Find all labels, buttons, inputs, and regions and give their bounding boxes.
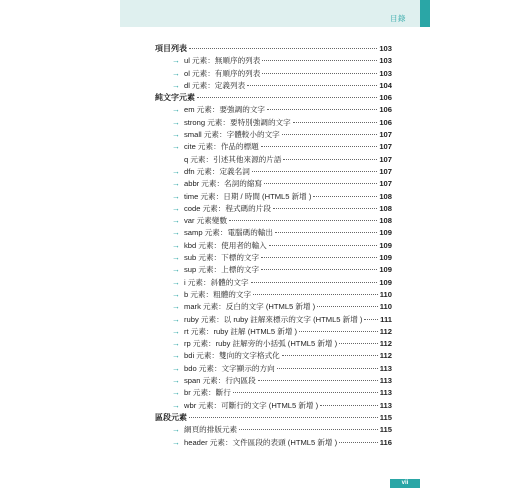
toc-entry[interactable] <box>155 289 392 301</box>
toc-entry-label: dl 元素：定義列表 <box>184 80 246 90</box>
arrow-right-icon: → <box>172 68 180 78</box>
toc-entry-page: 109 <box>379 228 392 238</box>
toc-entry-page: 113 <box>379 376 392 386</box>
toc-entry[interactable] <box>155 104 392 116</box>
arrow-right-icon: → <box>172 240 180 250</box>
dot-leader <box>189 417 378 418</box>
toc-entry-label: b 元素：粗體的文字 <box>184 289 252 299</box>
dot-leader <box>269 245 378 246</box>
arrow-right-icon: → <box>172 203 180 213</box>
arrow-right-icon: → <box>172 216 180 226</box>
toc-entry-label: ol 元素：有順序的列表 <box>184 68 261 78</box>
toc-entry[interactable] <box>155 375 392 387</box>
table-of-contents <box>155 43 392 449</box>
toc-entry[interactable] <box>155 252 392 264</box>
arrow-right-icon: → <box>172 166 180 176</box>
toc-entry-page: 109 <box>379 277 392 287</box>
toc-entry-page: 112 <box>379 326 392 336</box>
dot-leader <box>273 208 377 209</box>
toc-entry-label: rp 元素：ruby 註解旁的小括弧 (HTML5 新增 ) <box>184 339 338 349</box>
toc-entry-page: 113 <box>379 400 392 410</box>
toc-entry[interactable] <box>155 141 392 153</box>
arrow-right-icon: → <box>172 80 180 90</box>
toc-entry-label: rt 元素：ruby 註解 (HTML5 新增 ) <box>184 326 298 336</box>
arrow-right-icon: → <box>172 253 180 263</box>
toc-entry[interactable] <box>155 215 392 227</box>
toc-entry-page: 113 <box>379 363 392 373</box>
toc-entry-page: 106 <box>379 93 392 103</box>
arrow-right-icon: → <box>172 117 180 127</box>
dot-leader <box>262 73 377 74</box>
toc-entry-page: 107 <box>379 142 392 152</box>
arrow-right-icon: → <box>172 277 180 287</box>
toc-entry-label: i 元素：斜體的文字 <box>184 277 249 287</box>
dot-leader <box>299 331 378 332</box>
toc-entry-label: bdi 元素：雙向的文字格式化 <box>184 351 280 361</box>
toc-entry[interactable] <box>155 203 392 215</box>
arrow-right-icon: → <box>172 142 180 152</box>
arrow-right-icon: → <box>172 326 180 336</box>
toc-section[interactable] <box>155 412 392 424</box>
toc-entry-page: 108 <box>379 203 392 213</box>
arrow-right-icon: → <box>172 191 180 201</box>
toc-entry[interactable] <box>155 277 392 289</box>
toc-entry-label: time 元素：日期 / 時間 (HTML5 新增 ) <box>184 191 312 201</box>
toc-entry[interactable] <box>155 227 392 239</box>
toc-entry[interactable] <box>155 301 392 313</box>
toc-entry-label: abbr 元素：名詞的縮寫 <box>184 179 263 189</box>
dot-leader <box>339 343 378 344</box>
toc-entry-label: ul 元素：無順序的列表 <box>184 56 261 66</box>
toc-entry-label: br 元素：斷行 <box>184 388 231 398</box>
toc-entry-page: 103 <box>379 68 392 78</box>
toc-entry[interactable] <box>155 326 392 338</box>
toc-entry[interactable] <box>155 363 392 375</box>
toc-entry[interactable] <box>155 437 392 449</box>
toc-entry-label: 項目列表 <box>155 44 187 53</box>
toc-entry-page: 107 <box>379 166 392 176</box>
toc-entry-page: 116 <box>379 437 392 447</box>
toc-entry-page: 107 <box>379 130 392 140</box>
toc-entry-label: 純文字元素 <box>155 93 195 103</box>
dot-leader <box>264 183 377 184</box>
toc-entry-label: mark 元素：反白的文字 (HTML5 新增 ) <box>184 302 316 312</box>
toc-entry-label: span 元素：行內區段 <box>184 376 256 386</box>
toc-entry[interactable] <box>155 240 392 252</box>
toc-entry-page: 106 <box>379 117 392 127</box>
arrow-right-icon: → <box>172 400 180 410</box>
dot-leader <box>282 134 378 135</box>
dot-leader <box>251 282 378 283</box>
toc-entry-label: 網頁的排版元素 <box>184 425 238 435</box>
arrow-right-icon: → <box>172 339 180 349</box>
toc-entry[interactable] <box>155 400 392 412</box>
arrow-right-icon: → <box>172 351 180 361</box>
dot-leader <box>247 85 377 86</box>
toc-entry-page: 109 <box>379 240 392 250</box>
header-band <box>120 0 420 27</box>
toc-entry[interactable] <box>155 424 392 436</box>
dot-leader <box>197 97 377 98</box>
toc-entry-label: header 元素：文件區段的表頭 (HTML5 新增 ) <box>184 437 338 447</box>
dot-leader <box>283 159 377 160</box>
toc-entry-page: 108 <box>379 216 392 226</box>
arrow-right-icon: → <box>172 289 180 299</box>
toc-entry-page: 109 <box>379 253 392 263</box>
toc-entry-label: var 元素變數 <box>184 216 228 226</box>
arrow-right-icon: → <box>172 388 180 398</box>
toc-entry-label: em 元素：要強調的文字 <box>184 105 266 115</box>
toc-entry-page: 106 <box>379 105 392 115</box>
toc-entry-page: 115 <box>379 412 392 422</box>
toc-entry[interactable] <box>155 117 392 129</box>
toc-entry-label: sup 元素：上標的文字 <box>184 265 260 275</box>
toc-entry[interactable] <box>155 314 392 326</box>
arrow-right-icon: → <box>172 314 180 324</box>
dot-leader <box>252 171 378 172</box>
dot-leader <box>261 269 377 270</box>
dot-leader <box>261 257 377 258</box>
toc-entry-page: 107 <box>379 179 392 189</box>
toc-entry-label: bdo 元素：文字顯示的方向 <box>184 363 275 373</box>
toc-entry-page: 108 <box>379 191 392 201</box>
dot-leader <box>233 392 378 393</box>
toc-entry-label: small 元素：字體較小的文字 <box>184 130 280 140</box>
arrow-right-icon: → <box>172 105 180 115</box>
toc-entry-page: 112 <box>379 339 392 349</box>
toc-entry-page: 110 <box>379 289 392 299</box>
toc-entry[interactable] <box>155 166 392 178</box>
toc-entry-label: samp 元素：電腦碼的輸出 <box>184 228 274 238</box>
toc-entry-label: q 元素：引述其他來源的片語 <box>184 154 282 164</box>
page-number-badge: vii <box>390 479 420 488</box>
toc-entry-page: 109 <box>379 265 392 275</box>
dot-leader <box>320 405 378 406</box>
toc-entry-label: ruby 元素：以 ruby 註解來標示的文字 (HTML5 新增 ) <box>184 314 363 324</box>
dot-leader <box>258 380 378 381</box>
toc-section[interactable] <box>155 43 392 55</box>
toc-entry-page: 103 <box>379 44 392 53</box>
toc-entry[interactable] <box>155 154 392 166</box>
toc-entry[interactable] <box>155 191 392 203</box>
dot-leader <box>267 109 377 110</box>
arrow-right-icon: → <box>172 265 180 275</box>
toc-entry[interactable] <box>155 350 392 362</box>
dot-leader <box>293 122 378 123</box>
dot-leader <box>261 146 378 147</box>
dot-leader <box>317 306 378 307</box>
dot-leader <box>282 355 378 356</box>
arrow-right-icon: → <box>172 56 180 66</box>
toc-entry-page: 107 <box>379 154 392 164</box>
arrow-right-icon: → <box>172 302 180 312</box>
dot-leader <box>239 429 378 430</box>
arrow-right-icon: → <box>172 228 180 238</box>
dot-leader <box>364 319 378 320</box>
arrow-right-icon: → <box>172 363 180 373</box>
arrow-right-icon: → <box>172 425 180 435</box>
toc-entry[interactable] <box>155 264 392 276</box>
toc-entry-label: kbd 元素：使用者的輸入 <box>184 240 267 250</box>
dot-leader <box>189 48 377 49</box>
toc-entry-page: 110 <box>379 302 392 312</box>
dot-leader <box>313 196 377 197</box>
toc-entry[interactable] <box>155 68 392 80</box>
dot-leader <box>339 442 378 443</box>
toc-entry-label: cite 元素：作品的標題 <box>184 142 259 152</box>
toc-entry[interactable] <box>155 55 392 67</box>
dot-leader <box>275 232 377 233</box>
toc-entry[interactable] <box>155 129 392 141</box>
toc-entry-page: 103 <box>379 56 392 66</box>
arrow-right-icon: → <box>172 376 180 386</box>
arrow-right-icon: → <box>172 179 180 189</box>
page-title: 目錄 <box>390 14 406 23</box>
toc-entry-label: wbr 元素：可斷行的文字 (HTML5 新增 ) <box>184 400 319 410</box>
toc-entry[interactable] <box>155 338 392 350</box>
toc-entry-page: 112 <box>379 351 392 361</box>
toc-entry[interactable] <box>155 387 392 399</box>
toc-entry[interactable] <box>155 178 392 190</box>
toc-entry-page: 113 <box>379 388 392 398</box>
dot-leader <box>229 220 377 221</box>
dot-leader <box>277 368 378 369</box>
toc-entry-label: code 元素：程式碼的片段 <box>184 203 271 213</box>
header-tab <box>420 0 430 27</box>
arrow-right-icon: → <box>172 130 180 140</box>
arrow-right-icon: → <box>172 437 180 447</box>
toc-entry-label: 區段元素 <box>155 412 187 422</box>
toc-entry-page: 115 <box>379 425 392 435</box>
toc-entry[interactable] <box>155 80 392 92</box>
dot-leader <box>253 294 378 295</box>
toc-entry-label: dfn 元素：定義名詞 <box>184 166 250 176</box>
toc-entry-label: sub 元素：下標的文字 <box>184 253 260 263</box>
toc-section[interactable] <box>155 92 392 104</box>
toc-entry-label: strong 元素：要特別強調的文字 <box>184 117 291 127</box>
dot-leader <box>262 60 377 61</box>
toc-entry-page: 104 <box>379 80 392 90</box>
toc-entry-page: 111 <box>380 314 392 324</box>
